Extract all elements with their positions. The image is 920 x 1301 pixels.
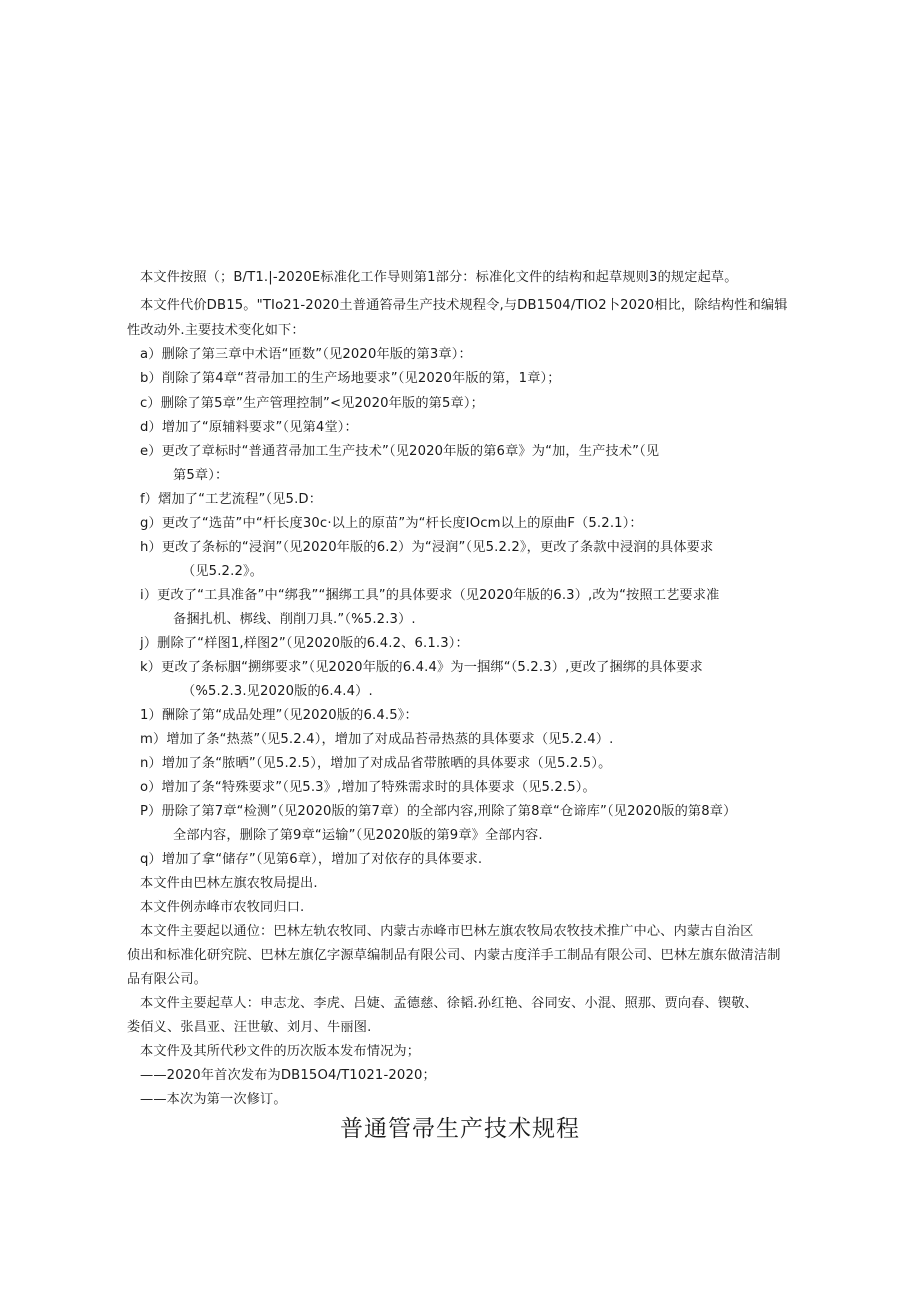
para-replaces-cont: 性改动外.主要技术变化如下： [127,323,305,338]
change-item-p-cont: 全部内容，删除了第9章“运输”（见2020版的第9章》全部内容. [173,828,543,843]
change-item-i-cont: 备捆扎机、梆线、削削刀具.”（%5.2.3）. [173,612,416,627]
para-replaces: 本文件代价DB15。"TIo21-2020土普通笞帚生产技术规程令,与DB1504∕TIO2卜2020相比，除结构性和编辑 [140,298,788,313]
change-item-n: n）增加了条“脓晒”（见5.2.5），增加了对成品省带脓晒的具体要求（见5.2.5）。 [140,756,612,771]
para-proposer: 本文件由巴林左旗农牧局提出. [140,876,318,891]
change-item-j: j）删除了“样图1,样图2”（见2020版的6.4.2、6.1.3）： [140,636,469,651]
history-item-2020: ——2020年首次发布为DB15O4/T1021-2020； [140,1068,436,1083]
para-administrator: 本文件例赤峰市农牧同归口. [140,900,305,915]
para-drafting-units: 本文件主要起以通位：巴林左轨农牧同、内蒙古赤峰市巴林左旗农牧局农牧技术推广中心、内蒙古自治区 [140,924,754,939]
change-item-e-cont: 第5章）： [173,468,229,483]
change-item-f: f）熠加了“工艺流程”（见5.D： [140,492,323,507]
change-item-a: a）删除了第三章中术语“匝数”（见2020年版的第3章）： [140,347,472,362]
para-drafting-units-end: 品有限公司。 [127,972,208,987]
para-history: 本文件及其所代秒文件的历次版本发布情况为； [140,1044,421,1059]
change-item-e: e）更改了章标时“普通苕帚加工生产技术”（见2020年版的第6章》为“加，生产技术”（见 [140,444,660,459]
change-item-h-cont: （见5.2.2》。 [182,564,264,579]
history-item-current: ——本次为第一次修订。 [140,1092,287,1107]
change-item-k: k）更改了条标胭“搠绑要求”（见2020年版的6.4.4》为一掴绑“（5.2.3）,更改了捆绑的具体要求 [140,660,703,675]
change-item-g: g）更改了“选苗”中“杆长度30c·以上的原苗”为“杆长度IOcm以上的原曲F（5.2.1）： [140,516,643,531]
change-item-m: m）增加了条“热蒸”（见5.2.4），增加了对成品苔帚热蒸的具体要求（见5.2.4）. [140,732,614,747]
change-item-l: 1）酬除了第“成品处理”（见2020版的6.4.5》： [140,708,418,723]
change-item-h: h）更改了条标的“浸润”（见2020年版的6.2）为“浸润”（见5.2.2》，更改了条款中浸润的具体要求 [140,540,714,555]
para-standard-basis: 本文件按照（；B/T1.|-2020E标准化工作导则第1部分：标准化文件的结构和起草规则3的规定起草。 [140,270,738,285]
para-drafters: 本文件主要起草人：申志龙、李虎、吕婕、孟德慈、徐韬.孙红艳、谷同安、小混、照那、贾向春、锲敬、 [140,996,758,1011]
change-item-k-cont: （%5.2.3.见2020版的6.4.4）. [182,684,373,699]
document-title: 普通管帚生产技术规程 [340,1116,580,1142]
change-item-p: P）册除了第7章“检测”（见2020版的第7章）的全部内容,刑除了第8章“仓谛库”（见2020版的第8章） [140,804,737,819]
para-drafting-units-cont: 侦出和标准化研究院、巴林左旗亿字源草编制品有限公司、内蒙古度洋手工制品有限公司、巴林左旗东做清洁制 [127,948,781,963]
change-item-q: q）增加了拿“储存”（见第6章），增加了对依存的具体要求. [140,852,483,867]
change-item-i: i）更改了“工具准备”中“绑我”“捆绑工具”的具体要求（见2020年版的6.3）,改为“按照工艺要求准 [140,588,720,603]
para-drafters-cont: 娄佰义、张昌亚、汪世敏、刘月、牛丽图. [127,1020,372,1035]
change-item-b: b）削除了第4章“苕帚加工的生产场地要求”（见2020年版的第，1章）； [140,371,561,386]
change-item-o: o）增加了条“特殊要求”（见5.3》,增加了特殊需求时的具体要求（见5.2.5）。 [140,780,596,795]
change-item-d: d）增加了“原辅料要求”（见第4堂）： [140,420,358,435]
change-item-c: c）删除了第5章”生产管理控制”<见2020年版的第5章）； [140,396,484,411]
